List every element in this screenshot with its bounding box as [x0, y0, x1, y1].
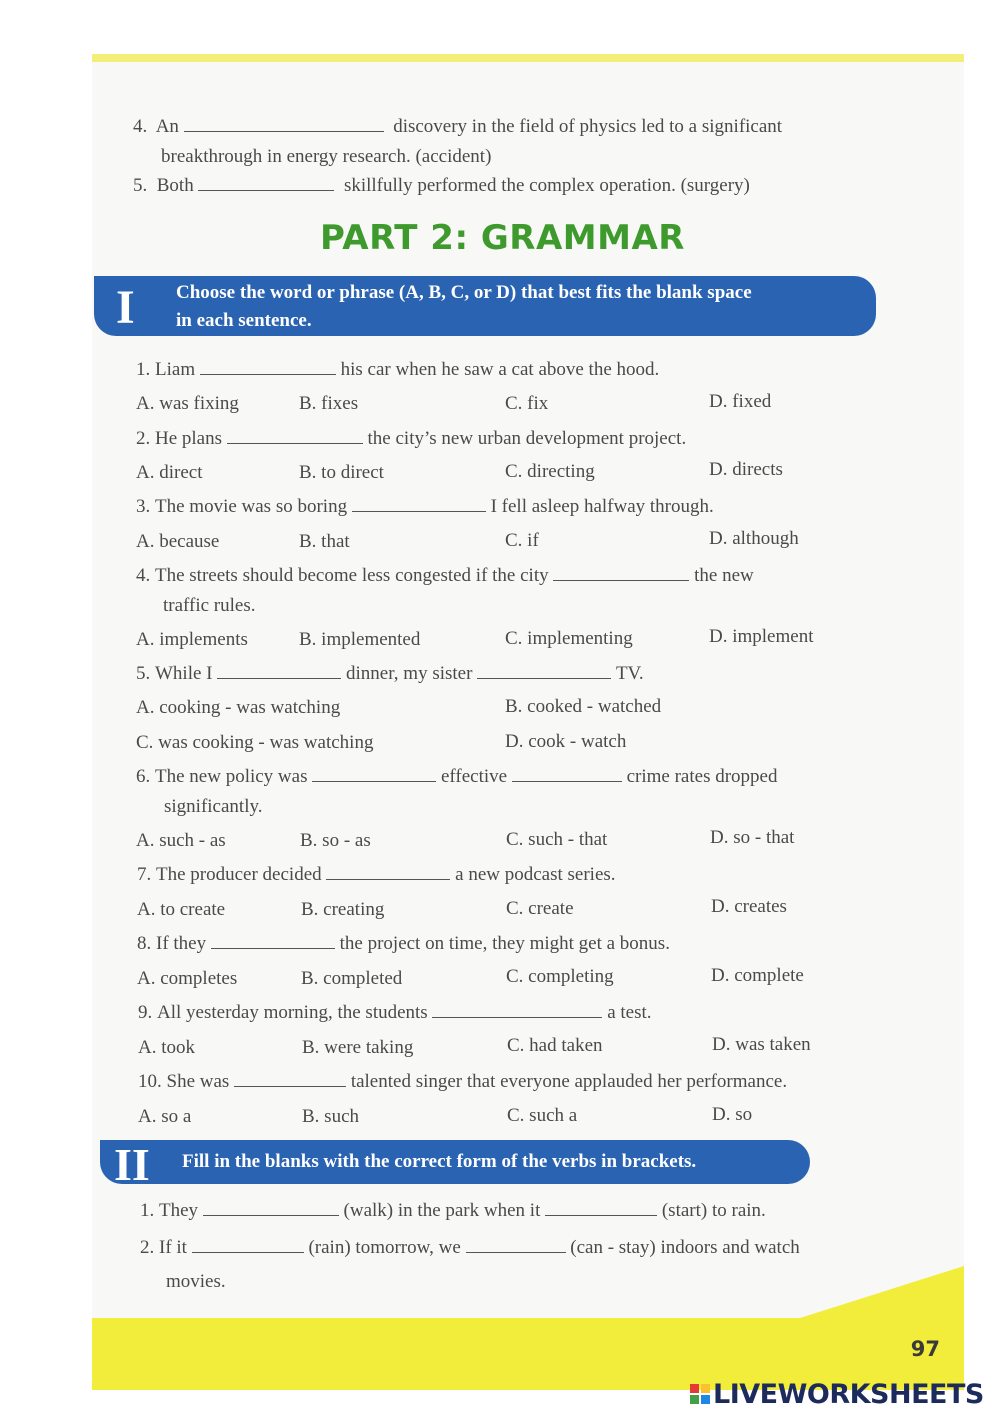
option-d[interactable]: D. although: [709, 528, 799, 549]
question-10: 10. She was talented singer that everyone applauded her performance.: [138, 1071, 788, 1092]
option-c[interactable]: C. such - that: [506, 829, 608, 850]
option-a[interactable]: A. direct: [136, 462, 203, 483]
question-1: 1. Liam his car when he saw a cat above the hood.: [136, 359, 660, 380]
answer-blank[interactable]: [312, 767, 436, 782]
option-d[interactable]: D. directs: [709, 459, 783, 480]
section-1-instruction: Choose the word or phrase (A, B, C, or D) that best fits the blank space in each sentence.: [176, 282, 752, 331]
fill-question-1: 1. They (walk) in the park when it (start) to rain.: [140, 1200, 766, 1221]
option-d[interactable]: D. was taken: [712, 1034, 811, 1055]
answer-blank[interactable]: [192, 1238, 304, 1253]
option-b[interactable]: B. were taking: [302, 1037, 414, 1058]
section-2-banner: [100, 1139, 810, 1190]
answer-blank[interactable]: [184, 117, 384, 132]
option-b[interactable]: B. completed: [301, 968, 403, 989]
question-3: 3. The movie was so boring I fell asleep halfway through.: [136, 496, 714, 517]
top-stripe: [92, 54, 964, 62]
option-b[interactable]: B. implemented: [299, 629, 421, 650]
option-a[interactable]: A. to create: [137, 899, 226, 920]
answer-blank[interactable]: [200, 360, 336, 375]
fill-question-2: 2. If it (rain) tomorrow, we (can - stay) indoors and watch: [140, 1237, 800, 1258]
answer-blank[interactable]: [203, 1201, 339, 1216]
option-d[interactable]: D. fixed: [709, 391, 772, 412]
option-d[interactable]: D. cook - watch: [505, 731, 627, 752]
option-a[interactable]: A. completes: [137, 968, 238, 989]
section-2-numeral: II: [114, 1139, 150, 1190]
page-number: 97: [910, 1337, 940, 1361]
option-b[interactable]: B. cooked - watched: [505, 696, 662, 717]
option-a[interactable]: A. cooking - was watching: [136, 697, 341, 718]
part-title: PART 2: GRAMMAR: [320, 218, 685, 258]
option-c[interactable]: C. directing: [505, 461, 595, 482]
option-a[interactable]: A. was fixing: [136, 393, 239, 414]
question-5: 5. While I dinner, my sister TV.: [136, 663, 644, 684]
option-d[interactable]: D. so: [712, 1104, 753, 1125]
question-6-cont: significantly.: [164, 796, 263, 817]
top-item-5: 5. Both skillfully performed the complex operation. (surgery): [133, 175, 750, 196]
answer-blank[interactable]: [211, 934, 335, 949]
option-a[interactable]: A. such - as: [136, 830, 226, 851]
option-d[interactable]: D. implement: [709, 626, 814, 647]
option-d[interactable]: D. so - that: [710, 827, 795, 848]
liveworksheets-watermark[interactable]: [690, 1376, 984, 1412]
answer-blank[interactable]: [545, 1201, 657, 1216]
option-b[interactable]: B. creating: [301, 899, 385, 920]
answer-blank[interactable]: [198, 176, 334, 191]
option-d[interactable]: D. complete: [711, 965, 804, 986]
section-2-instruction: Fill in the blanks with the correct form of the verbs in brackets.: [182, 1151, 697, 1172]
top-item-4: 4. An discovery in the field of physics led to a significant: [133, 116, 783, 137]
question-6: 6. The new policy was effective crime rates dropped: [136, 766, 778, 787]
watermark-text: LIVEWORKSHEETS: [713, 1378, 984, 1410]
option-c[interactable]: C. fix: [505, 393, 549, 414]
answer-blank[interactable]: [553, 566, 689, 581]
option-a[interactable]: A. implements: [136, 629, 248, 650]
answer-blank[interactable]: [352, 497, 486, 512]
answer-blank[interactable]: [477, 664, 611, 679]
section-1-banner: [94, 276, 876, 336]
option-b[interactable]: B. that: [299, 531, 350, 552]
option-c[interactable]: C. had taken: [507, 1035, 603, 1056]
option-c[interactable]: C. if: [505, 530, 539, 551]
question-7: 7. The producer decided a new podcast series.: [137, 864, 616, 885]
answer-blank[interactable]: [512, 767, 622, 782]
question-2: 2. He plans the city’s new urban development project.: [136, 428, 687, 449]
top-item-4-cont: breakthrough in energy research. (accident): [161, 146, 492, 167]
answer-blank[interactable]: [217, 664, 341, 679]
option-b[interactable]: B. so - as: [300, 830, 371, 851]
option-a[interactable]: A. so a: [138, 1106, 192, 1127]
fill-question-2-cont: movies.: [166, 1271, 226, 1292]
option-d[interactable]: D. creates: [711, 896, 787, 917]
liveworksheets-logo-icon: [690, 1384, 710, 1404]
question-9: 9. All yesterday morning, the students a test.: [138, 1002, 652, 1023]
footer-corner-decoration: [800, 1266, 964, 1318]
section-1-numeral: I: [116, 281, 135, 334]
answer-blank[interactable]: [466, 1238, 566, 1253]
option-c[interactable]: C. completing: [506, 966, 614, 987]
option-c[interactable]: C. create: [506, 898, 574, 919]
answer-blank[interactable]: [326, 865, 450, 880]
option-c[interactable]: C. implementing: [505, 628, 633, 649]
answer-blank[interactable]: [227, 429, 363, 444]
question-4: 4. The streets should become less congested if the city the new: [136, 565, 754, 586]
question-4-cont: traffic rules.: [163, 595, 256, 616]
answer-blank[interactable]: [234, 1072, 346, 1087]
question-8: 8. If they the project on time, they might get a bonus.: [137, 933, 670, 954]
answer-blank[interactable]: [432, 1003, 602, 1018]
option-b[interactable]: B. fixes: [299, 393, 359, 414]
option-c[interactable]: C. was cooking - was watching: [136, 732, 374, 753]
option-a[interactable]: A. because: [136, 531, 220, 552]
option-b[interactable]: B. such: [302, 1106, 359, 1127]
option-b[interactable]: B. to direct: [299, 462, 384, 483]
option-a[interactable]: A. took: [138, 1037, 195, 1058]
option-c[interactable]: C. such a: [507, 1105, 578, 1126]
